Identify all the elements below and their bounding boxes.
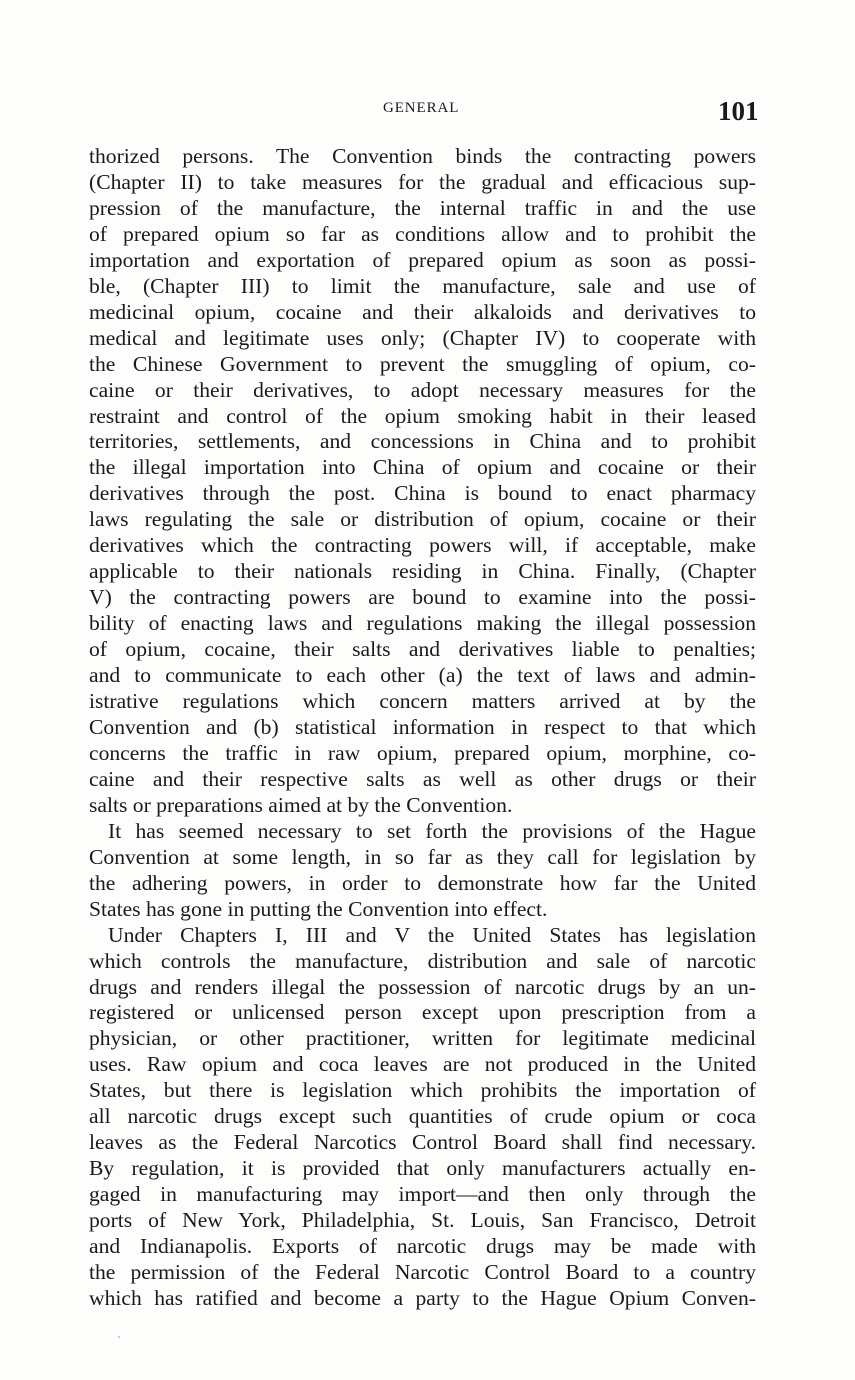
- text-line: By regulation, it is provided that only manufacturers actually en-: [89, 1156, 756, 1181]
- text-line: territories, settlements, and concessions in China and to prohibit: [89, 429, 756, 454]
- text-line: the adhering powers, in order to demonstrate how far the United: [89, 870, 756, 895]
- text-line: of opium, cocaine, their salts and derivatives liable to penalties;: [89, 637, 756, 662]
- text-line: caine and their respective salts as well as other drugs or their: [89, 766, 756, 791]
- text-line: medical and legitimate uses only; (Chapter IV) to cooperate with: [89, 325, 756, 350]
- text-line: drugs and renders illegal the possession of narcotic drugs by an un-: [89, 974, 756, 999]
- text-line: which controls the manufacture, distribution and sale of narcotic: [89, 948, 756, 973]
- text-line: the permission of the Federal Narcotic Control Board to a country: [89, 1259, 756, 1284]
- text-line: leaves as the Federal Narcotics Control Board shall find necessary.: [89, 1130, 756, 1155]
- text-line: istrative regulations which concern matters arrived at by the: [89, 689, 756, 714]
- text-line: Convention and (b) statistical information in respect to that which: [89, 714, 756, 739]
- text-line: concerns the traffic in raw opium, prepared opium, morphine, co-: [89, 740, 756, 765]
- text-line: (Chapter II) to take measures for the gradual and efficacious sup-: [89, 169, 756, 194]
- text-line: importation and exportation of prepared opium as soon as possi-: [89, 247, 756, 272]
- text-line: and to communicate to each other (a) the text of laws and admin-: [89, 663, 756, 688]
- text-line: salts or preparations aimed at by the Convention.: [89, 792, 513, 817]
- text-line: States has gone in putting the Convention into effect.: [89, 896, 548, 921]
- text-line: derivatives which the contracting powers will, if acceptable, make: [89, 533, 756, 558]
- text-line: applicable to their nationals residing in China. Finally, (Chapter: [89, 559, 756, 584]
- text-line: bility of enacting laws and regulations making the illegal possession: [89, 611, 756, 636]
- text-line: the illegal importation into China of opium and cocaine or their: [89, 455, 756, 480]
- running-title: GENERAL: [383, 100, 460, 116]
- page-number: 101: [718, 96, 759, 126]
- running-head: [0, 0, 855, 140]
- text-line: V) the contracting powers are bound to examine into the possi-: [89, 585, 756, 610]
- text-line: and Indianapolis. Exports of narcotic drugs may be made with: [89, 1234, 756, 1259]
- text-line: thorized persons. The Convention binds the contracting powers: [89, 144, 756, 168]
- text-line: laws regulating the sale or distribution of opium, cocaine or their: [89, 507, 756, 532]
- paragraph: [89, 144, 756, 819]
- text-line: registered or unlicensed person except upon prescription from a: [89, 1000, 756, 1025]
- text-line: ports of New York, Philadelphia, St. Louis, San Francisco, Detroit: [89, 1208, 756, 1233]
- text-line: caine or their derivatives, to adopt necessary measures for the: [89, 377, 756, 402]
- text-line: all narcotic drugs except such quantities of crude opium or coca: [89, 1104, 756, 1129]
- paragraph: [89, 819, 756, 923]
- text-line: Under Chapters I, III and V the United States has legislation: [108, 922, 756, 947]
- text-line: medicinal opium, cocaine and their alkaloids and derivatives to: [89, 299, 756, 324]
- body-text: [89, 144, 756, 1312]
- text-line: of prepared opium so far as conditions allow and to prohibit the: [89, 221, 756, 246]
- text-line: restraint and control of the opium smoking habit in their leased: [89, 403, 756, 428]
- text-line: pression of the manufacture, the internal traffic in and the use: [89, 195, 756, 220]
- text-line: States, but there is legislation which prohibits the importation of: [89, 1078, 756, 1103]
- text-line: derivatives through the post. China is bound to enact pharmacy: [89, 481, 756, 506]
- paragraph: [89, 923, 756, 1312]
- paper-speck: [118, 1336, 120, 1338]
- text-line: Convention at some length, in so far as they call for legislation by: [89, 844, 756, 869]
- text-line: physician, or other practitioner, written for legitimate medicinal: [89, 1026, 756, 1051]
- text-line: uses. Raw opium and coca leaves are not produced in the United: [89, 1052, 756, 1077]
- text-line: which has ratified and become a party to the Hague Opium Conven-: [89, 1285, 756, 1310]
- text-line: the Chinese Government to prevent the smuggling of opium, co-: [89, 351, 756, 376]
- text-line: ble, (Chapter III) to limit the manufacture, sale and use of: [89, 273, 756, 298]
- text-line: gaged in manufacturing may import—and then only through the: [89, 1182, 756, 1207]
- text-line: It has seemed necessary to set forth the provisions of the Hague: [108, 818, 756, 843]
